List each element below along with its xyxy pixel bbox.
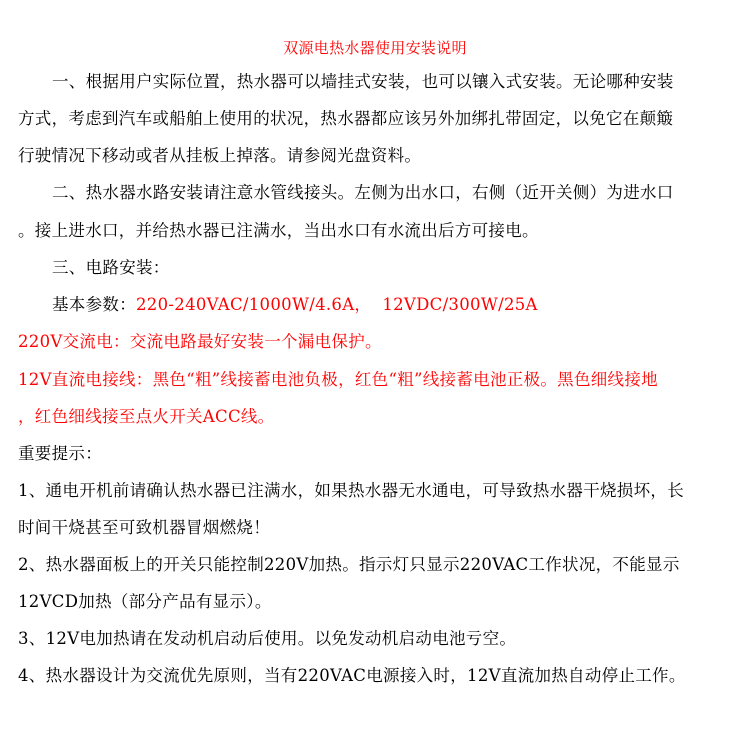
basic-params <box>52 295 538 315</box>
paragraph-line: 。接上进水口，并给热水器已注满水，当出水口有水流出后方可接电。 <box>18 221 539 240</box>
note-line: 12VCD加热（部分产品有显示）。 <box>18 592 272 611</box>
section-heading: 三、电路安装： <box>52 258 170 277</box>
note-line: 2、热水器面板上的开关只能控制220V加热。指示灯只显示220VAC工作状况，不能显示 <box>18 555 680 574</box>
paragraph-line: 二、热水器水路安装请注意水管线接头。左侧为出水口，右侧（近开关侧）为进水口 <box>52 183 674 202</box>
params-value: 220-240VAC/1000W/4.6A， 12VDC/300W/25A <box>136 295 538 314</box>
dc-note-line: ，红色细线接至点火开关ACC线。 <box>18 407 275 426</box>
paragraph-line: 一、根据用户实际位置，热水器可以墙挂式安装，也可以镶入式安装。无论哪种安装 <box>52 72 674 91</box>
note-line: 时间干烧甚至可致机器冒烟燃烧！ <box>18 518 270 537</box>
paragraph-line: 行驶情况下移动或者从挂板上掉落。请参阅光盘资料。 <box>18 146 422 165</box>
paragraph-line: 方式，考虑到汽车或船舶上使用的状况，热水器都应该另外加绑扎带固定，以免它在颠簸 <box>18 109 674 128</box>
document-title: 双源电热水器使用安装说明 <box>283 39 467 57</box>
params-label: 基本参数： <box>52 295 136 314</box>
note-line: 3、12V电加热请在发动机启动后使用。以免发动机启动电池亏空。 <box>18 629 517 648</box>
note-line: 1、通电开机前请确认热水器已注满水，如果热水器无水通电，可导致热水器干烧损坏，长 <box>18 481 684 500</box>
note-line: 4、热水器设计为交流优先原则，当有220VAC电源接入时，12V直流加热自动停止工作。 <box>18 666 686 685</box>
dc-note-line: 12V直流电接线：黑色“粗”线接蓄电池负极，红色“粗”线接蓄电池正极。黑色细线接地 <box>18 370 658 389</box>
notes-heading: 重要提示： <box>18 444 102 463</box>
ac-note: 220V交流电：交流电路最好安装一个漏电保护。 <box>18 332 382 351</box>
